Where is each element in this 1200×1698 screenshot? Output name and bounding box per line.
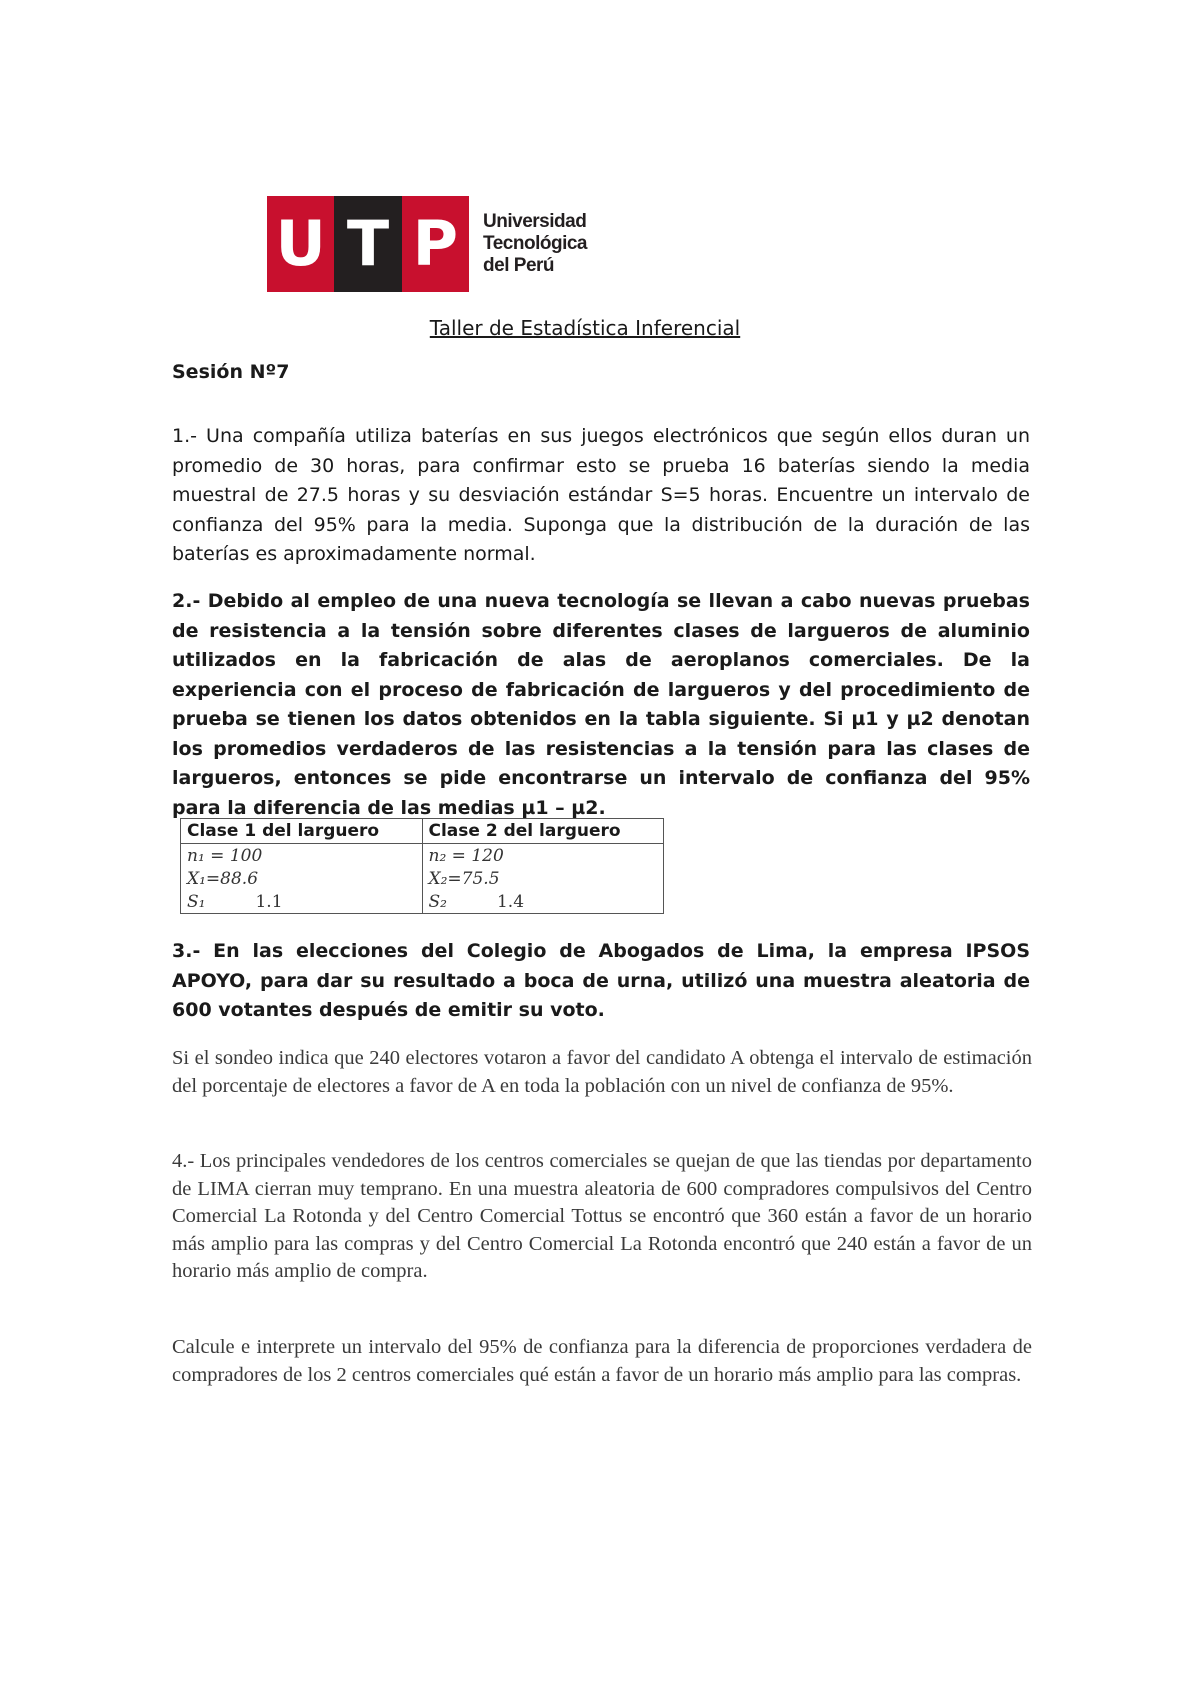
logo-letter-blocks: [267, 196, 469, 292]
table-row: [181, 867, 664, 890]
table-cell-x1: X₁=88.6: [181, 867, 423, 890]
logo-letter-p: P: [402, 196, 469, 292]
table-header-class-2: Clase 2 del larguero: [422, 819, 664, 844]
question-3-detail: Si el sondeo indica que 240 electores votaron a favor del candidato A obtenga el intervalo de estimación del porcentaje de electores a favor de A en toda la población con un nivel de confianza de 95%.: [172, 1047, 1032, 1097]
s2-label: S₂: [428, 891, 447, 912]
table-cell-x2: X₂=75.5: [422, 867, 664, 890]
logo-line-2: Tecnológica: [483, 233, 587, 254]
s1-label: S₁: [187, 891, 206, 912]
question-4-detail: Calcule e interprete un intervalo del 95% de confianza para la diferencia de proporciones verdadera de compradores de los 2 centros comerciales qué están a favor de un horario más amplio para las compras.: [172, 1336, 1032, 1386]
logo-letter-u: U: [267, 196, 334, 292]
table-cell-s1: [181, 890, 423, 914]
table-row: [181, 844, 664, 868]
s1-value: 1.1: [255, 891, 283, 912]
question-3: 3.- En las elecciones del Colegio de Abogados de Lima, la empresa IPSOS APOYO, para dar su resultado a boca de urna, utilizó una muestra aleatoria de 600 votantes después de emitir su voto.: [172, 940, 1030, 1021]
s2-value: 1.4: [496, 891, 525, 912]
document-title: Taller de Estadística Inferencial: [429, 316, 741, 340]
table-header-row: [181, 819, 664, 844]
table-cell-n1: n₁ = 100: [181, 844, 423, 868]
logo-university-name: [483, 196, 587, 292]
logo-letter-t: T: [334, 196, 401, 292]
logo-line-3: del Perú: [483, 255, 555, 276]
logo-line-1: Universidad: [483, 211, 587, 232]
question-2: 2.- Debido al empleo de una nueva tecnología se llevan a cabo nuevas pruebas de resistencia a la tensión sobre diferentes clases de largueros de aluminio utilizados en la fabricación de alas de aeroplanos comerciales. De la experiencia con el proceso de fabricación de largueros y del procedimiento de prueba se tienen los datos obtenidos en la tabla siguiente. Si µ1 y µ2 denotan los promedios verdaderos de las resistencias a la tensión para las clases de largueros, entonces se pide encontrarse un intervalo de confianza del 95% para la diferencia de las medias µ1 – µ2.: [172, 590, 1030, 819]
utp-logo: [267, 196, 587, 292]
table-cell-s2: [422, 890, 664, 914]
table-row: [181, 890, 664, 914]
table-cell-n2: n₂ = 120: [422, 844, 664, 868]
larguero-data-table: [180, 818, 664, 914]
question-4: 4.- Los principales vendedores de los centros comerciales se quejan de que las tiendas por departamento de LIMA cierran muy temprano. En una muestra aleatoria de 600 compradores compulsivos del Centro Comercial La Rotonda y del Centro Comercial Tottus se encontró que 360 están a favor de un horario más amplio para las compras y del Centro Comercial La Rotonda encontró que 240 están a favor de un horario más amplio de compra.: [172, 1150, 1032, 1283]
question-1: 1.- Una compañía utiliza baterías en sus juegos electrónicos que según ellos duran un promedio de 30 horas, para confirmar esto se prueba 16 baterías siendo la media muestral de 27.5 horas y su desviación estándar S=5 horas. Encuentre un intervalo de confianza del 95% para la media. Suponga que la distribución de la duración de las baterías es aproximadamente normal.: [172, 425, 1030, 565]
table-header-class-1: Clase 1 del larguero: [181, 819, 423, 844]
session-heading: Sesión Nº7: [172, 361, 290, 383]
